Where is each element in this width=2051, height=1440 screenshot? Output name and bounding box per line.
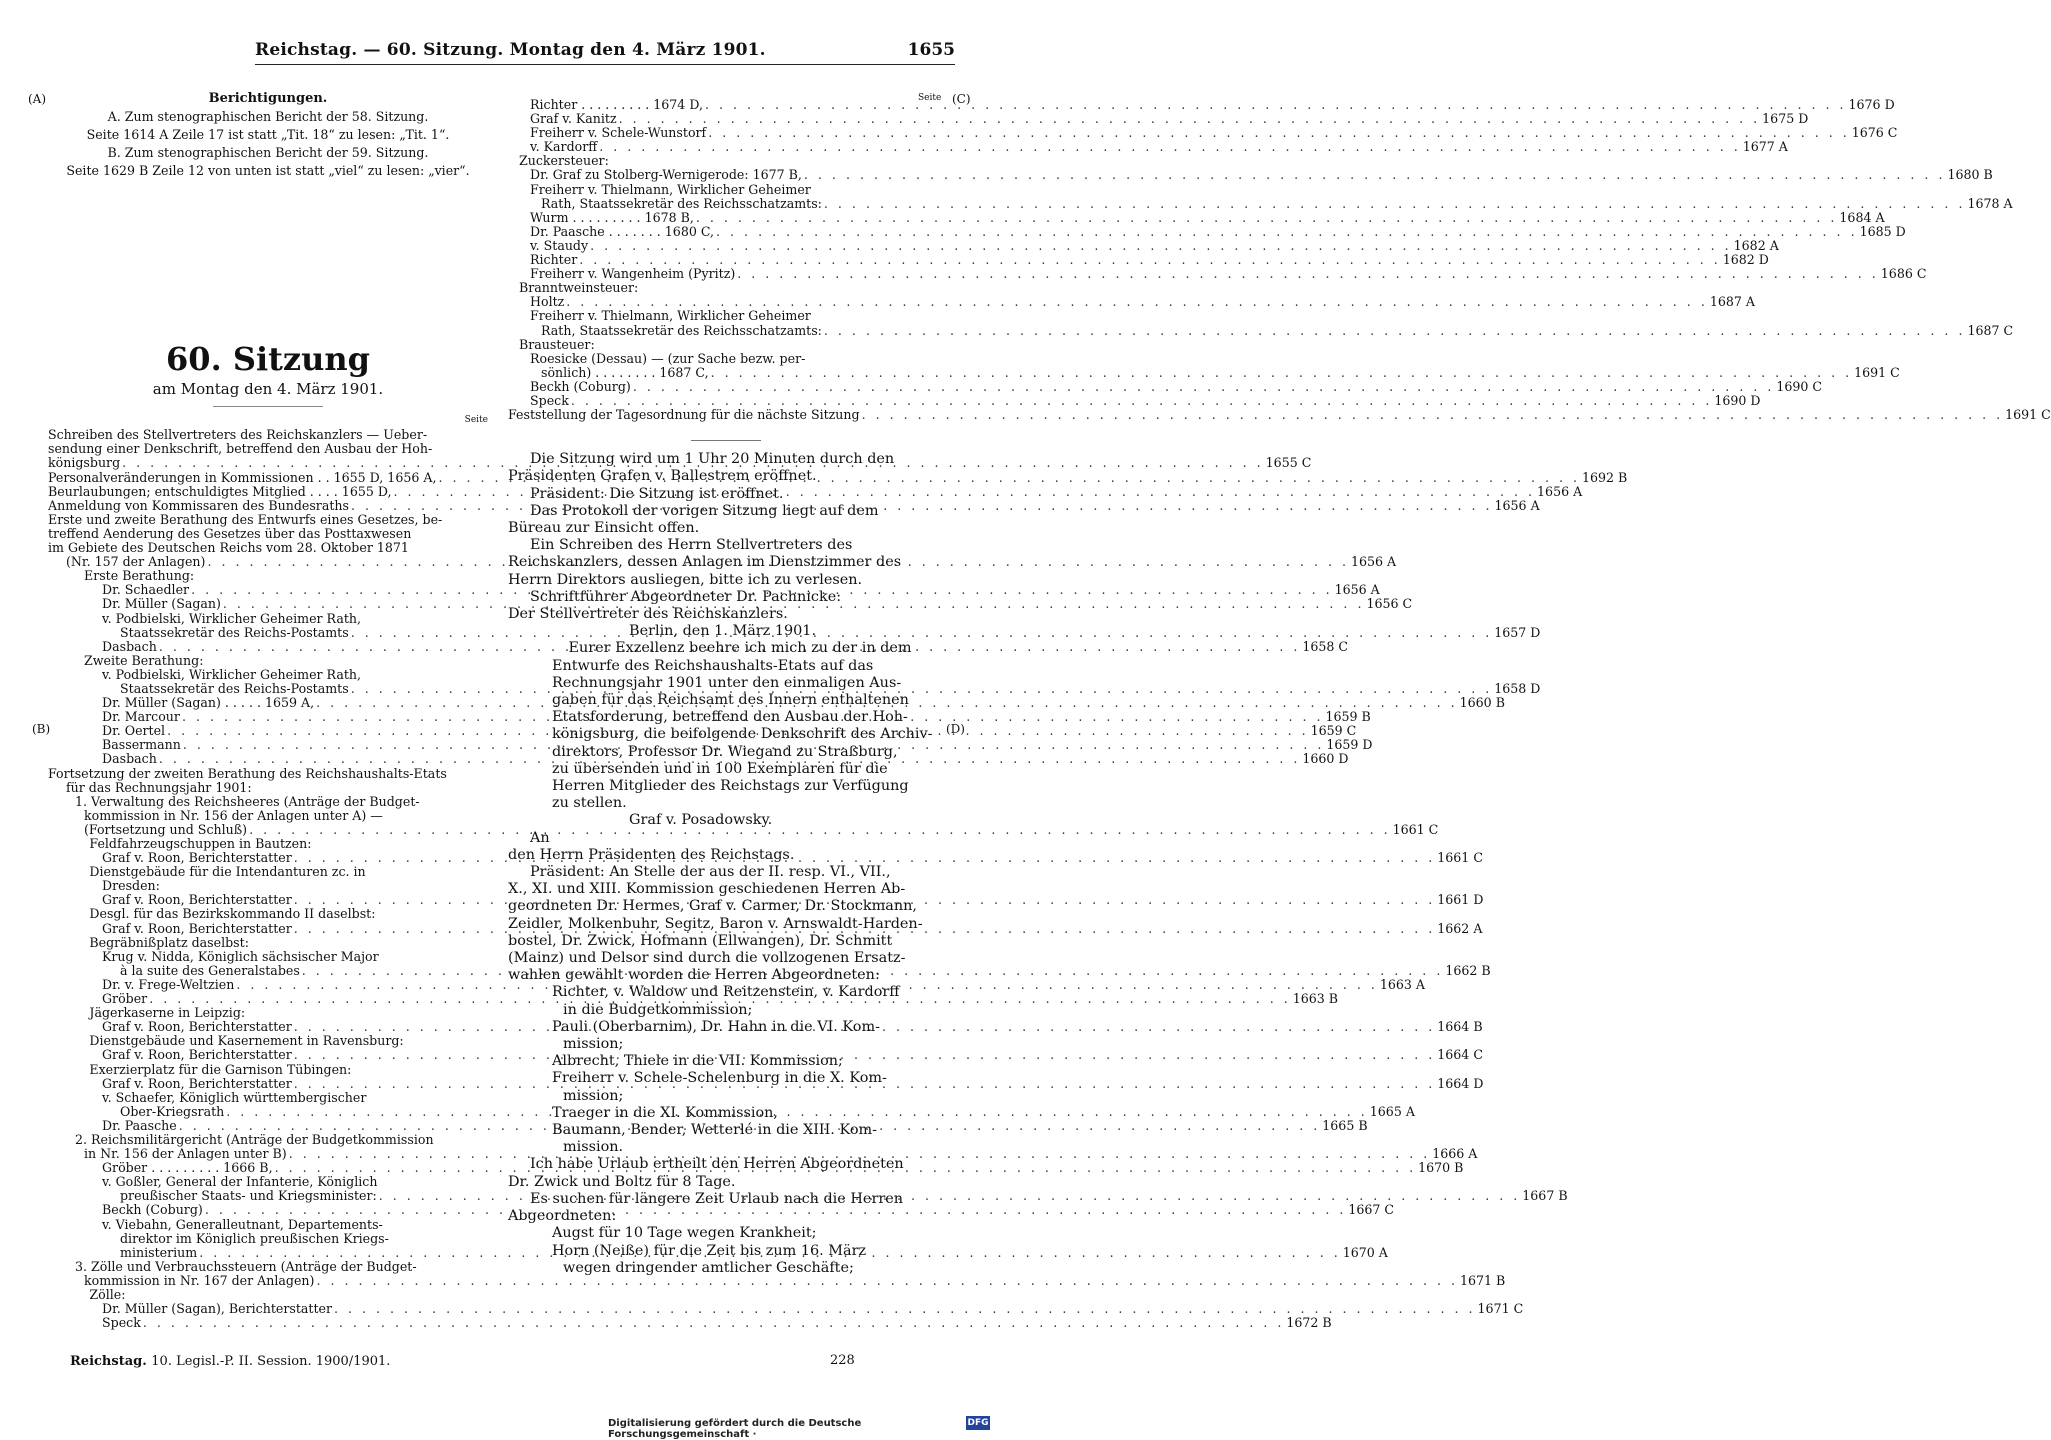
toc-page-ref: 1664 B bbox=[1437, 1019, 1483, 1035]
leader-dots bbox=[696, 211, 1838, 225]
toc-entry-text: Dr. Marcour bbox=[102, 709, 180, 725]
margin-mark-a: (A) bbox=[28, 92, 47, 106]
toc-entry bbox=[508, 294, 1755, 310]
toc-page-ref: 1672 B bbox=[1286, 1315, 1332, 1331]
toc-entry-text: Branntweinsteuer: bbox=[519, 280, 639, 296]
text-line: Richter, v. Waldow und Reitzenstein, v. Kardorff bbox=[552, 984, 900, 1001]
toc-entry-text: Richter bbox=[530, 252, 578, 268]
toc-page-ref: 1658 C bbox=[1302, 638, 1349, 654]
text-line: Schriftführer Abgeordneter Dr. Pachnicke: bbox=[530, 588, 842, 605]
toc-page-ref: 1662 B bbox=[1445, 962, 1491, 978]
toc-page-ref: 1664 D bbox=[1437, 1075, 1484, 1091]
text-line: Dr. Zwick und Boltz für 8 Tage. bbox=[508, 1173, 736, 1190]
toc-entry-text: Dasbach bbox=[102, 638, 157, 654]
leader-dots bbox=[708, 126, 1850, 140]
text-line: Etatsforderung, betreffend den Ausbau der Hoh- bbox=[552, 709, 908, 726]
toc-entry-text: Graf v. Kanitz bbox=[530, 111, 617, 127]
toc-entry-text: Graf v. Roon, Berichterstatter bbox=[102, 1075, 292, 1091]
toc-page-ref: 1656 A bbox=[1537, 483, 1583, 499]
toc-entry-text: Personalveränderungen in Kommissionen . . 1655 D, 1656 A, bbox=[48, 469, 437, 485]
toc-entry bbox=[508, 322, 2014, 338]
toc-entry-text: Dasbach bbox=[102, 751, 157, 767]
header-title: Reichstag. — 60. Sitzung. Montag den 4. März 1901. bbox=[255, 40, 766, 60]
toc-entry-text: v. Staudy bbox=[530, 237, 589, 253]
corrections-title: Berichtigungen. bbox=[208, 91, 328, 106]
text-line: Es suchen für längere Zeit Urlaub nach die Herren bbox=[530, 1190, 903, 1207]
leader-dots bbox=[579, 253, 1721, 267]
toc-page-ref: 1685 D bbox=[1859, 223, 1906, 239]
corrections bbox=[48, 92, 488, 180]
text-line: bostel, Dr. Zwick, Hofmann (Ellwangen), Dr. Schmitt bbox=[508, 932, 893, 949]
text-line: mission; bbox=[563, 1087, 624, 1104]
toc-entry-text: preußischer Staats- und Kriegsminister: bbox=[120, 1188, 377, 1204]
text-line: mission; bbox=[563, 1036, 624, 1053]
toc-entry bbox=[508, 223, 1906, 239]
text-line: Herren Mitglieder des Reichstags zur Verfügung bbox=[552, 778, 909, 795]
text-line: Augst für 10 Tage wegen Krankheit; bbox=[552, 1225, 817, 1242]
toc-entry-text: Dresden: bbox=[102, 878, 160, 894]
toc-page-ref: 1664 C bbox=[1437, 1047, 1483, 1063]
text-line: Ein Schreiben des Herrn Stellvertreters des bbox=[530, 537, 853, 554]
toc-entry-text: Graf v. Roon, Berichterstatter bbox=[102, 1019, 292, 1035]
toc-entry bbox=[508, 195, 2013, 211]
correction-line: Seite 1614 A Zeile 17 ist statt „Tit. 18“ zu lesen: „Tit. 1“. bbox=[86, 127, 450, 143]
toc-page-ref: 1682 D bbox=[1722, 252, 1769, 268]
toc-entry-text: v. Viebahn, Generalleutnant, Departements- bbox=[102, 1216, 383, 1232]
divider bbox=[213, 406, 323, 407]
toc-page-ref: 1687 A bbox=[1709, 294, 1755, 310]
leader-dots bbox=[590, 239, 1732, 253]
toc-entry-text: Graf v. Roon, Berichterstatter bbox=[102, 892, 292, 908]
sheet-number: 228 bbox=[830, 1353, 855, 1368]
toc-entry-text: im Gebiete des Deutschen Reichs vom 28. Oktober 1871 bbox=[48, 540, 409, 556]
leader-dots bbox=[824, 324, 1966, 338]
toc-entry-text: Roesicke (Dessau) — (zur Sache bezw. per- bbox=[530, 350, 806, 366]
toc-entry bbox=[48, 1301, 1524, 1317]
toc-page-ref: 1658 D bbox=[1494, 680, 1541, 696]
correction-line: B. Zum stenographischen Bericht der 59. Sitzung. bbox=[107, 145, 429, 161]
toc-entry-text: v. Podbielski, Wirklicher Geheimer Rath, bbox=[102, 666, 362, 682]
toc-page-ref: 1680 B bbox=[1947, 167, 1993, 183]
leader-dots bbox=[143, 1316, 1285, 1330]
header-rule bbox=[255, 64, 955, 65]
divider bbox=[691, 440, 761, 441]
leader-dots bbox=[824, 197, 1966, 211]
text-line: Büreau zur Einsicht offen. bbox=[508, 519, 700, 536]
toc-entry-text: Freiherr v. Thielmann, Wirklicher Geheimer bbox=[530, 181, 811, 197]
toc-entry-text: Richter . . . . . . . . . 1674 D, bbox=[530, 97, 703, 112]
toc-page-ref: 1661 D bbox=[1437, 892, 1484, 908]
text-line: Ich habe Urlaub ertheilt den Herren Abgeordneten bbox=[530, 1156, 904, 1173]
text-line: (Mainz) und Delsor sind durch die vollzogenen Ersatz- bbox=[508, 950, 906, 967]
toc-entry bbox=[48, 821, 1439, 837]
leader-dots bbox=[566, 295, 1708, 309]
toc-entry-text: Dr. Schaedler bbox=[102, 582, 190, 598]
text-line: Eurer Exzellenz beehre ich mich zu der in dem bbox=[568, 640, 912, 657]
toc-page-ref: 1667 B bbox=[1522, 1188, 1568, 1204]
seite-label: Seite bbox=[464, 415, 488, 426]
text-line: direktors, Professor Dr. Wiegand zu Straßburg, bbox=[552, 743, 898, 760]
toc-entry-text: für das Rechnungsjahr 1901: bbox=[66, 779, 252, 795]
toc-entry-text: Zuckersteuer: bbox=[519, 153, 609, 169]
toc-page-ref: 1671 C bbox=[1477, 1301, 1524, 1317]
text-line: zu übersenden und in 100 Exemplaren für die bbox=[552, 760, 888, 777]
toc-entry-text: Beurlaubungen; entschuldigtes Mitglied . . . . 1655 D, bbox=[48, 483, 392, 499]
toc-entry-text: Wurm . . . . . . . . . 1678 B, bbox=[530, 209, 694, 225]
toc-entry-text: Freiherr v. Wangenheim (Pyritz) bbox=[530, 266, 736, 282]
leader-dots bbox=[862, 408, 2004, 422]
toc-entry-text: Krug v. Nidda, Königlich sächsischer Major bbox=[102, 948, 379, 964]
text-line: Abgeordneten: bbox=[508, 1208, 617, 1225]
toc-page-ref: 1684 A bbox=[1839, 209, 1885, 225]
text-line: Präsidenten Grafen v. Ballestrem eröffnet. bbox=[508, 468, 817, 485]
leader-dots bbox=[334, 1302, 1476, 1316]
toc-entry-text: Zölle: bbox=[89, 1287, 126, 1302]
text-line: Die Sitzung wird um 1 Uhr 20 Minuten durch den bbox=[530, 451, 895, 468]
toc-entry-text: v. Kardorff bbox=[530, 139, 598, 155]
toc-page-ref: 1659 D bbox=[1326, 737, 1373, 753]
toc-page-ref: 1670 A bbox=[1342, 1244, 1388, 1260]
text-line: Präsident: An Stelle der aus der II. resp. VI., VII., bbox=[530, 864, 891, 881]
text-line: zu stellen. bbox=[552, 795, 627, 812]
toc-entry bbox=[508, 364, 1900, 380]
toc-entry-text: v. Podbielski, Wirklicher Geheimer Rath, bbox=[102, 610, 362, 626]
text-line: geordneten Dr. Hermes, Graf v. Carmer, Dr. Stockmann, bbox=[508, 898, 917, 915]
text-line: Entwurfe des Reichshaushalts-Etats auf das bbox=[552, 657, 874, 674]
toc-page-ref: 1687 C bbox=[1967, 322, 2014, 338]
leader-dots bbox=[571, 394, 1713, 408]
text-line: Horn (Neiße) für die Zeit bis zum 16. März bbox=[552, 1242, 867, 1259]
text-line: in die Budgetkommission; bbox=[563, 1001, 753, 1018]
toc-entry-text: sendung einer Denkschrift, betreffend den Ausbau der Hoh- bbox=[48, 441, 433, 457]
toc-entry-text: Freiherr v. Schele-Wunstorf bbox=[530, 125, 707, 141]
leader-dots bbox=[599, 140, 1741, 154]
toc-entry-text: Jägerkaserne in Leipzig: bbox=[89, 1005, 246, 1021]
text-line: An bbox=[530, 829, 550, 846]
toc-entry-text: direktor im Königlich preußischen Kriegs- bbox=[120, 1230, 389, 1246]
toc-page-ref: 1670 B bbox=[1418, 1160, 1464, 1176]
toc-entry-text: Rath, Staatssekretär des Reichsschatzamts: bbox=[541, 195, 822, 211]
toc-page-ref: 1678 A bbox=[1967, 195, 2013, 211]
session-heading: 60. Sitzung bbox=[166, 340, 370, 379]
toc-entry-text: Dr. Graf zu Stolberg-Wernigerode: 1677 B, bbox=[530, 167, 802, 183]
digitization-credit: Digitalisierung gefördert durch die Deutsche Forschungsgemeinschaft · bbox=[608, 1418, 862, 1440]
text-line: mission. bbox=[563, 1139, 624, 1156]
toc-entry-text: Ober-Kriegsrath bbox=[120, 1103, 225, 1119]
toc-entry-text: Beckh (Coburg) bbox=[102, 1202, 203, 1218]
toc-entry-text: Dr. Müller (Sagan) bbox=[102, 596, 221, 612]
toc-entry-text: Bassermann bbox=[102, 737, 181, 753]
toc-page-ref: 1665 B bbox=[1322, 1117, 1368, 1133]
toc-page-ref: 1656 C bbox=[1366, 596, 1413, 612]
toc-entry-text: königsburg bbox=[48, 455, 121, 471]
text-line: Berlin, den 1. März 1901. bbox=[629, 623, 817, 640]
toc-entry-text: Dienstgebäude für die Intendanturen zc. in bbox=[89, 864, 366, 880]
toc-entry-text: 2. Reichsmilitärgericht (Anträge der Budgetkommission bbox=[75, 1131, 434, 1147]
toc-page-ref: 1692 B bbox=[1582, 469, 1628, 485]
margin-mark-b: (B) bbox=[32, 722, 51, 736]
text-line: Präsident: Die Sitzung ist eröffnet. bbox=[530, 485, 784, 502]
toc-entry-text: Anmeldung von Kommissaren des Bundesraths bbox=[48, 497, 349, 513]
toc-entry bbox=[508, 378, 1823, 394]
toc-page-ref: 1682 A bbox=[1733, 237, 1779, 253]
toc-entry bbox=[48, 1272, 1506, 1288]
toc-page-ref: 1691 C bbox=[2005, 407, 2051, 423]
toc-page-ref: 1666 A bbox=[1432, 1146, 1478, 1162]
toc-entry-text: Feldfahrzeugschuppen in Bautzen: bbox=[89, 836, 312, 851]
leader-dots bbox=[716, 225, 1858, 239]
text-line: wegen dringender amtlicher Geschäfte; bbox=[563, 1259, 854, 1276]
toc-entry-text: Dr. Oertel bbox=[102, 723, 166, 739]
session-heading-block bbox=[48, 340, 488, 399]
toc-entry-text: Dr. Paasche bbox=[102, 1117, 177, 1133]
footer-title: Reichstag. bbox=[70, 1354, 147, 1369]
text-line: Pauli (Oberbarnim), Dr. Hahn in die VI. Kom- bbox=[552, 1018, 880, 1035]
correction-line: A. Zum stenographischen Bericht der 58. Sitzung. bbox=[107, 109, 429, 125]
leader-dots bbox=[705, 98, 1847, 112]
toc-entry bbox=[508, 237, 1779, 253]
toc-entry bbox=[508, 97, 1895, 112]
toc-page-ref: 1676 D bbox=[1848, 97, 1895, 112]
toc-page-ref: 1660 B bbox=[1459, 695, 1505, 711]
text-line: Herrn Direktors ausliegen, bitte ich zu verlesen. bbox=[508, 571, 863, 588]
toc-entry-text: Holtz bbox=[530, 294, 565, 310]
toc-page-ref: 1661 C bbox=[1437, 850, 1483, 866]
leader-dots bbox=[633, 380, 1775, 394]
toc-entry-text: Rath, Staatssekretär des Reichsschatzamts: bbox=[541, 322, 822, 338]
toc-entry-text: Beckh (Coburg) bbox=[530, 378, 631, 394]
text-line: Rechnungsjahr 1901 unter den einmaligen Aus- bbox=[552, 674, 902, 691]
text-line: gaben für das Reichsamt des Innern enthaltenen bbox=[552, 692, 909, 708]
toc-page-ref: 1690 D bbox=[1714, 392, 1761, 408]
toc-entry bbox=[508, 266, 1927, 282]
margin-mark-c: (C) bbox=[952, 92, 971, 106]
toc-entry-text: v. Goßler, General der Infanterie, Königlich bbox=[102, 1174, 378, 1190]
toc-entry-text: kommission in Nr. 156 der Anlagen unter A) — bbox=[84, 807, 383, 823]
text-line: wahlen gewählt worden die Herren Abgeordneten: bbox=[508, 967, 880, 984]
toc-page-ref: 1663 A bbox=[1379, 976, 1426, 992]
toc-entry bbox=[48, 976, 1426, 992]
toc-entry-text: kommission in Nr. 167 der Anlagen) bbox=[84, 1272, 315, 1288]
toc-page-ref: 1663 B bbox=[1292, 991, 1339, 1007]
toc-entry-text: Speck bbox=[530, 392, 569, 408]
toc-entry-text: Gröber . . . . . . . . . 1666 B, bbox=[102, 1160, 273, 1176]
toc-entry bbox=[508, 392, 1761, 408]
toc-page-ref: 1677 A bbox=[1742, 139, 1788, 155]
toc-page-ref: 1660 D bbox=[1302, 751, 1349, 767]
toc-page-ref: 1667 C bbox=[1348, 1202, 1395, 1218]
toc-page-ref: 1656 A bbox=[1334, 582, 1380, 598]
toc-page-ref: 1691 C bbox=[1854, 364, 1900, 380]
toc-entry-text: 3. Zölle und Verbrauchssteuern (Anträge der Budget- bbox=[75, 1258, 417, 1274]
toc-entry-text: sönlich) . . . . . . . . 1687 C, bbox=[541, 364, 709, 380]
text-line: den Herrn Präsidenten des Reichstags. bbox=[508, 846, 795, 863]
toc-entry-text: (Fortsetzung und Schluß) bbox=[84, 821, 248, 837]
toc-page-ref: 1675 D bbox=[1762, 111, 1809, 127]
toc-entry-text: Exerzierplatz für die Garnison Tübingen: bbox=[89, 1061, 352, 1077]
margin-mark-d: (D) bbox=[946, 722, 965, 736]
toc-entry bbox=[508, 252, 1769, 268]
toc-page-ref: 1665 A bbox=[1369, 1103, 1415, 1119]
toc-entry-text: Staatssekretär des Reichs-Postamts bbox=[120, 624, 349, 640]
leader-dots bbox=[711, 366, 1853, 380]
footer bbox=[70, 1354, 390, 1369]
text-line: Traeger in die XI. Kommission, bbox=[552, 1104, 778, 1121]
toc-entry bbox=[508, 407, 2051, 423]
toc-entry bbox=[48, 1315, 1332, 1331]
text-line: Freiherr v. Schele-Schelenburg in die X. Kom- bbox=[552, 1070, 887, 1087]
toc-entry-text: Dr. Müller (Sagan), Berichterstatter bbox=[102, 1301, 333, 1317]
toc-entry-text: Dr. Müller (Sagan) . . . . . 1659 A, bbox=[102, 695, 315, 711]
toc-entry-text: v. Schaefer, Königlich württembergischer bbox=[102, 1089, 367, 1105]
toc-page-ref: 1662 A bbox=[1437, 920, 1483, 936]
text-line: Der Stellvertreter des Reichskanzlers. bbox=[508, 605, 788, 622]
toc-entry-text: (Nr. 157 der Anlagen) bbox=[66, 554, 206, 570]
leader-dots bbox=[737, 267, 1879, 281]
toc-entry-text: in Nr. 156 der Anlagen unter B) bbox=[84, 1146, 287, 1162]
toc-entry-text: Dr. Paasche . . . . . . . 1680 C, bbox=[530, 223, 715, 239]
text-line: Albrecht, Thiele in die VII. Kommission; bbox=[552, 1053, 843, 1070]
toc-entry-text: Dr. v. Frege-Weltzien bbox=[102, 976, 235, 992]
text-line: Baumann, Bender, Wetterlé in die XIII. Kom- bbox=[552, 1122, 877, 1139]
text-line: X., XI. und XIII. Kommission geschiedenen Herren Ab- bbox=[508, 881, 906, 898]
leader-dots bbox=[619, 112, 1761, 126]
toc-entry-text: Erste und zweite Berathung des Entwurfs eines Gesetzes, be- bbox=[48, 511, 443, 527]
leader-dots bbox=[804, 168, 1946, 182]
toc-entry bbox=[508, 111, 1809, 127]
toc-page-ref: 1686 C bbox=[1880, 266, 1927, 282]
text-line: Reichskanzlers, dessen Anlagen im Dienstzimmer des bbox=[508, 554, 902, 571]
toc-entry-text: 1. Verwaltung des Reichsheeres (Anträge der Budget- bbox=[75, 793, 420, 809]
toc-page-ref: 1661 C bbox=[1392, 821, 1439, 837]
correction-line: Seite 1629 B Zeile 12 von unten ist statt „viel“ zu lesen: „vier“. bbox=[66, 163, 470, 179]
toc-entry-text: Desgl. für das Bezirkskommando II daselbst: bbox=[89, 906, 376, 922]
dfg-logo: DFG bbox=[967, 1418, 989, 1428]
toc-entry-text: Graf v. Roon, Berichterstatter bbox=[102, 920, 292, 936]
text-line: Das Protokoll der vorigen Sitzung liegt auf dem bbox=[530, 502, 879, 519]
toc-page-ref: 1676 C bbox=[1851, 125, 1898, 141]
toc-page-ref: 1671 B bbox=[1459, 1272, 1506, 1288]
toc-page-ref: 1656 A bbox=[1350, 554, 1397, 570]
text-line: königsburg, die beifolgende Denkschrift des Archiv- bbox=[552, 726, 933, 743]
toc-page-ref: 1657 D bbox=[1494, 624, 1541, 640]
toc-entry-text: Brausteuer: bbox=[519, 336, 595, 352]
toc-entry bbox=[508, 167, 1993, 183]
toc-entry-text: Dienstgebäude und Kasernement in Ravensburg: bbox=[89, 1033, 404, 1049]
toc-entry-text: Speck bbox=[102, 1315, 141, 1331]
footer-session: 10. Legisl.-P. II. Session. 1900/1901. bbox=[151, 1354, 391, 1369]
toc-entry bbox=[508, 125, 1898, 141]
toc-entry-text: Staatssekretär des Reichs-Postamts bbox=[120, 680, 349, 696]
toc-entry-text: Schreiben des Stellvertreters des Reichskanzlers — Ueber- bbox=[48, 427, 428, 443]
toc-entry-text: ministerium bbox=[120, 1244, 198, 1260]
toc-entry-text: Erste Berathung: bbox=[84, 568, 195, 584]
toc-entry-text: Gröber bbox=[102, 991, 148, 1007]
toc-entry-text: Freiherr v. Thielmann, Wirklicher Geheimer bbox=[530, 308, 811, 324]
toc-entry-text: treffend Aenderung des Gesetzes über das Posttaxwesen bbox=[48, 525, 412, 541]
toc-entry bbox=[508, 209, 1885, 225]
toc-entry-text: à la suite des Generalstabes bbox=[120, 962, 300, 978]
toc-page-ref: 1659 C bbox=[1310, 723, 1357, 739]
toc-page-ref: 1659 B bbox=[1325, 709, 1371, 725]
toc-entry-text: Feststellung der Tagesordnung für die nächste Sitzung bbox=[508, 407, 860, 423]
toc-page-ref: 1655 C bbox=[1265, 455, 1312, 471]
toc-entry-text: Graf v. Roon, Berichterstatter bbox=[102, 1047, 292, 1063]
seite-label-right: Seite bbox=[918, 93, 942, 103]
toc-page-ref: 1656 A bbox=[1494, 497, 1540, 513]
text-line: Graf v. Posadowsky. bbox=[629, 812, 773, 829]
toc-entry-text: Graf v. Roon, Berichterstatter bbox=[102, 850, 292, 866]
toc-entry-text: Begräbnißplatz daselbst: bbox=[89, 934, 249, 950]
toc-page-ref: 1690 C bbox=[1776, 378, 1823, 394]
toc-entry-text: Zweite Berathung: bbox=[84, 652, 204, 668]
table-of-contents-continued bbox=[508, 97, 2051, 423]
proceedings-text bbox=[508, 451, 944, 1277]
toc-entry bbox=[508, 139, 1788, 155]
text-line: Zeidler, Molkenbuhr, Segitz, Baron v. Arnswaldt-Harden- bbox=[508, 915, 923, 932]
session-date: am Montag den 4. März 1901. bbox=[152, 380, 384, 399]
header-page-number: 1655 bbox=[907, 40, 955, 60]
toc-entry-text: Fortsetzung der zweiten Berathung des Reichshaushalts-Etats bbox=[48, 765, 447, 781]
